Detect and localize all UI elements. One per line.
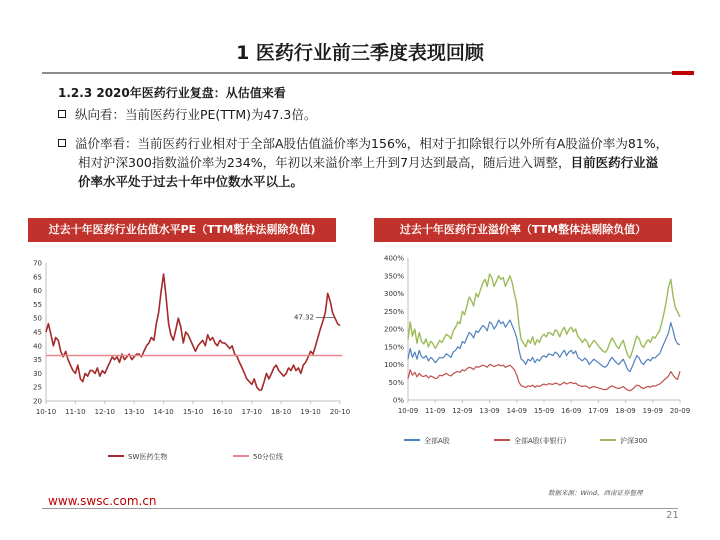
premium-chart [370,250,690,450]
x-tick-label: 13-10 [124,408,145,416]
y-tick-label: 250% [383,307,404,316]
x-tick-label: 17-10 [241,408,262,416]
x-tick-label: 13-09 [479,407,500,415]
pe-chart [28,250,351,470]
x-tick-label: 16-10 [212,408,233,416]
legend-label: SW医药生物 [128,453,168,461]
x-tick-label: 18-10 [271,408,292,416]
y-tick-label: 45 [33,328,42,337]
chart-header-premium: 过去十年医药行业溢价率（TTM整体法剔除负值） [374,218,672,242]
x-tick-label: 19-10 [300,408,321,416]
x-tick-label: 10-10 [35,408,57,416]
y-tick-label: 350% [383,272,404,281]
bullet-text: 溢价率看：当前医药行业相对于全部A股估值溢价率为156%，相对于扣除银行以外所有A股溢价率为81%，相对沪深300指数溢价率为234%，年初以来溢价率上升到7月达到最高，随后进入调整， [75,136,669,170]
title-divider [42,72,672,74]
y-tick-label: 70 [33,259,42,268]
series-line [46,274,340,390]
y-tick-label: 20 [33,397,42,406]
bullet-vertical-view [58,105,316,124]
y-tick-label: 30 [33,369,42,378]
y-tick-label: 40 [33,342,42,351]
series-line [408,274,680,358]
y-tick-label: 300% [383,290,404,298]
y-tick-label: 100% [383,361,404,369]
page-number: 21 [666,510,679,521]
y-tick-label: 35 [33,356,42,365]
checkbox-bullet-icon [58,139,66,147]
x-tick-label: 20-09 [669,407,691,415]
series-line [408,365,680,391]
y-tick-label: 200% [383,325,404,334]
series-line [408,320,680,372]
chart-header-pe: 过去十年医药行业估值水平PE（TTM整体法剔除负值) [28,218,336,242]
slide-title: 1 医药行业前三季度表现回顾 [236,42,484,64]
title-accent-bar [672,71,694,75]
x-tick-label: 12-10 [94,408,115,416]
x-tick-label: 11-09 [425,407,446,415]
bullet-text: 纵向看：当前医药行业PE(TTM)为47.3倍。 [75,107,317,122]
x-tick-label: 16-09 [561,407,582,415]
y-tick-label: 50 [33,314,42,323]
data-source-note: 数据来源：Wind，西南证券整理 [548,489,643,497]
y-tick-label: 400% [383,254,404,263]
x-tick-label: 18-09 [615,407,636,415]
y-tick-label: 50% [388,378,404,387]
footer-divider [42,508,678,509]
legend-label: 全部A股(非银行) [514,437,567,445]
x-tick-label: 20-10 [329,408,351,416]
y-tick-label: 0% [392,396,404,405]
checkbox-bullet-icon [58,110,66,118]
y-tick-label: 55 [33,300,42,309]
legend-label: 全部A股 [424,437,450,445]
y-tick-label: 65 [33,273,42,282]
legend-label: 50分位线 [253,453,283,461]
footer-website[interactable]: www.swsc.com.cn [48,494,157,508]
x-tick-label: 12-09 [452,407,473,415]
x-tick-label: 14-09 [506,407,527,415]
x-tick-label: 19-09 [642,407,663,415]
x-tick-label: 10-09 [397,407,419,415]
legend-label: 沪深300 [620,437,648,445]
x-tick-label: 14-10 [153,408,174,416]
x-tick-label: 11-10 [65,408,86,416]
x-tick-label: 17-09 [588,407,609,415]
y-tick-label: 60 [33,287,42,296]
x-tick-label: 15-09 [533,407,555,415]
y-tick-label: 25 [33,383,42,392]
latest-value-label: 47.32 [293,313,314,322]
bullet-emphasis: 目前医药行业溢价率水平处于过去十年中位数水平以上。 [78,155,659,189]
x-tick-label: 15-10 [182,408,204,416]
bullet-premium-view [58,134,670,191]
section-heading: 1.2.3 2020年医药行业复盘：从估值来看 [58,86,286,100]
y-tick-label: 150% [383,343,404,352]
